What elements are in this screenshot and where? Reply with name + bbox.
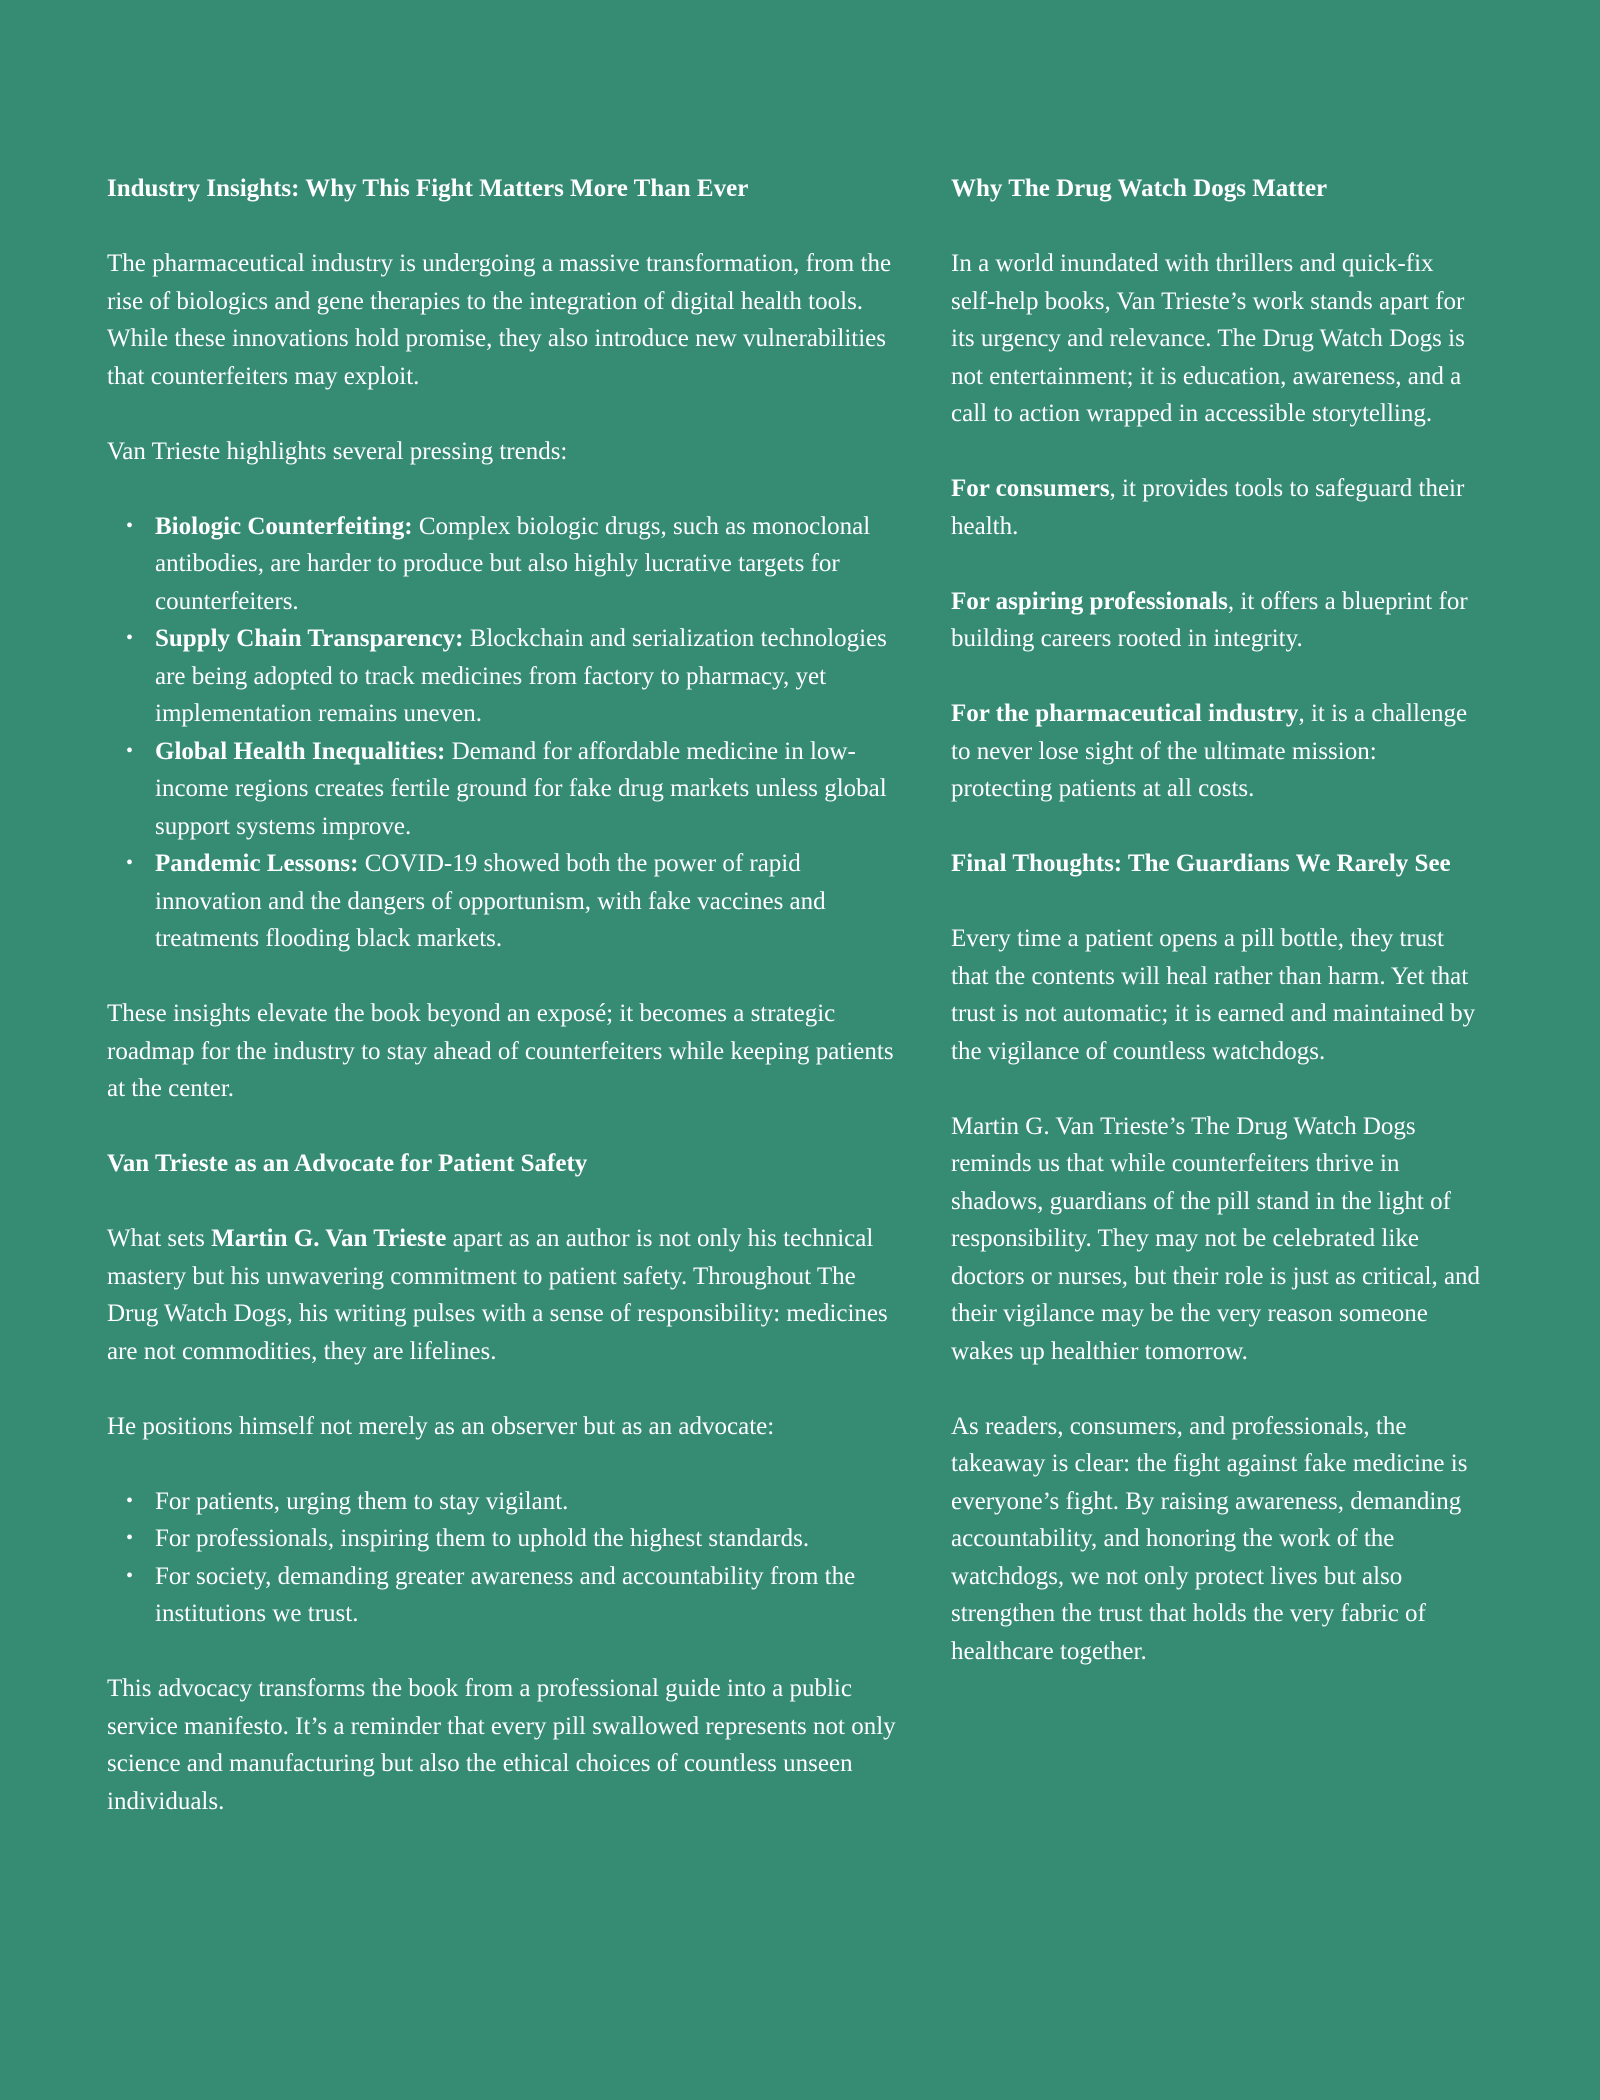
industry-label: For the pharmaceutical industry [951, 700, 1299, 727]
industry-insights-heading: Industry Insights: Why This Fight Matters More Than Ever [107, 175, 749, 202]
final-thoughts-heading: Final Thoughts: The Guardians We Rarely See [951, 850, 1451, 877]
why-matter-heading: Why The Drug Watch Dogs Matter [951, 175, 1328, 202]
list-item [155, 508, 902, 621]
advocate-paragraph-2: He positions himself not merely as an observer but as an advocate: [107, 1412, 775, 1440]
professionals-label: For aspiring professionals [951, 587, 1228, 615]
trend-label: Global Health Inequalities: [155, 737, 446, 765]
advocate-paragraph-3: This advocacy transforms the book from a professional guide into a public service manifesto. It’s a reminder that every pill swallowed represents not only science and manufacturing but also the ethical choices of countless unseen individuals. [107, 1675, 896, 1815]
trend-label: Pandemic Lessons: [155, 850, 359, 877]
trend-text: Blockchain and serialization technologies are being adopted to track medicines from factory to pharmacy, yet implementation remains uneven. [155, 625, 887, 727]
industry-text: , it is a challenge to never lose sight of the ultimate mission: protecting patients at all costs. [951, 700, 1468, 802]
list-item [155, 620, 902, 733]
left-column [107, 170, 902, 1858]
consumers-text: , it provides tools to safeguard their health. [951, 475, 1465, 540]
final-paragraph-1: Every time a patient opens a pill bottle, they trust that the contents will heal rather than harm. Yet that trust is not automatic; it is earned and maintained by the vigilance of countless watchdogs. [951, 925, 1476, 1065]
right-column [951, 170, 1481, 1708]
industry-intro-paragraph: The pharmaceutical industry is undergoing a massive transformation, from the rise of biologics and gene therapies to the integration of digital health tools. While these innovations hold promise, they also introduce new vulnerabilities that counterfeiters may exploit. [107, 250, 892, 390]
author-name: Martin G. Van Trieste [211, 1225, 447, 1252]
final-paragraph-2: Martin G. Van Trieste’s The Drug Watch Dogs reminds us that while counterfeiters thrive in shadows, guardians of the pill stand in the light of responsibility. They may not be celebrated like doctors or nurses, but their role is just as critical, and their vigilance may be the very reason someone wakes up healthier tomorrow. [951, 1112, 1481, 1365]
trend-label: Biologic Counterfeiting: [155, 512, 413, 540]
advocate-heading: Van Trieste as an Advocate for Patient Safety [107, 1150, 588, 1177]
consumers-label: For consumers [951, 475, 1110, 502]
advocate-p1-post: apart as an author is not only his technical mastery but his unwavering commitment to patient safety. Throughout The Drug Watch Dogs, his writing pulses with a sense of responsibility: medicines are not commodities, they are lifelines. [107, 1225, 888, 1365]
list-item: • For professionals, inspiring them to uphold the highest standards. [155, 1520, 902, 1558]
trend-text: Complex biologic drugs, such as monoclonal antibodies, are harder to produce but also highly lucrative targets for counterfeiters. [155, 512, 871, 615]
advocate-p1-pre: What sets [107, 1225, 212, 1252]
for-industry-paragraph [951, 695, 1481, 808]
advocate-list [107, 1483, 902, 1633]
trend-text: COVID-19 showed both the power of rapid innovation and the dangers of opportunism, with fake vaccines and treatments flooding black markets. [155, 850, 826, 952]
advocate-paragraph-1 [107, 1220, 902, 1370]
industry-conclusion-paragraph: These insights elevate the book beyond an exposé; it becomes a strategic roadmap for the industry to stay ahead of counterfeiters while keeping patients at the center. [107, 1000, 894, 1102]
why-matter-paragraph: In a world inundated with thrillers and quick-fix self-help books, Van Trieste’s work stands apart for its urgency and relevance. The Drug Watch Dogs is not entertainment; it is education, awareness, and a call to action wrapped in accessible storytelling. [951, 250, 1465, 427]
final-paragraph-3: As readers, consumers, and professionals, the takeaway is clear: the fight against fake medicine is everyone’s fight. By raising awareness, demanding accountability, and honoring the work of the watchdogs, we not only protect lives but also strengthen the trust that holds the very fabric of healthcare together. [951, 1412, 1468, 1665]
trends-list [107, 508, 902, 958]
list-item [155, 845, 902, 958]
list-item: • For society, demanding greater awareness and accountability from the institutions we trust. [155, 1558, 902, 1633]
list-item [155, 733, 902, 846]
professionals-text: , it offers a blueprint for building careers rooted in integrity. [951, 587, 1468, 652]
for-professionals-paragraph [951, 583, 1481, 658]
list-item: • For patients, urging them to stay vigilant. [155, 1483, 902, 1521]
trends-lead-paragraph: Van Trieste highlights several pressing trends: [107, 437, 568, 465]
trend-text: Demand for affordable medicine in low-income regions creates fertile ground for fake drug markets unless global support systems improve. [155, 737, 887, 840]
for-consumers-paragraph [951, 470, 1481, 545]
trend-label: Supply Chain Transparency: [155, 625, 464, 652]
